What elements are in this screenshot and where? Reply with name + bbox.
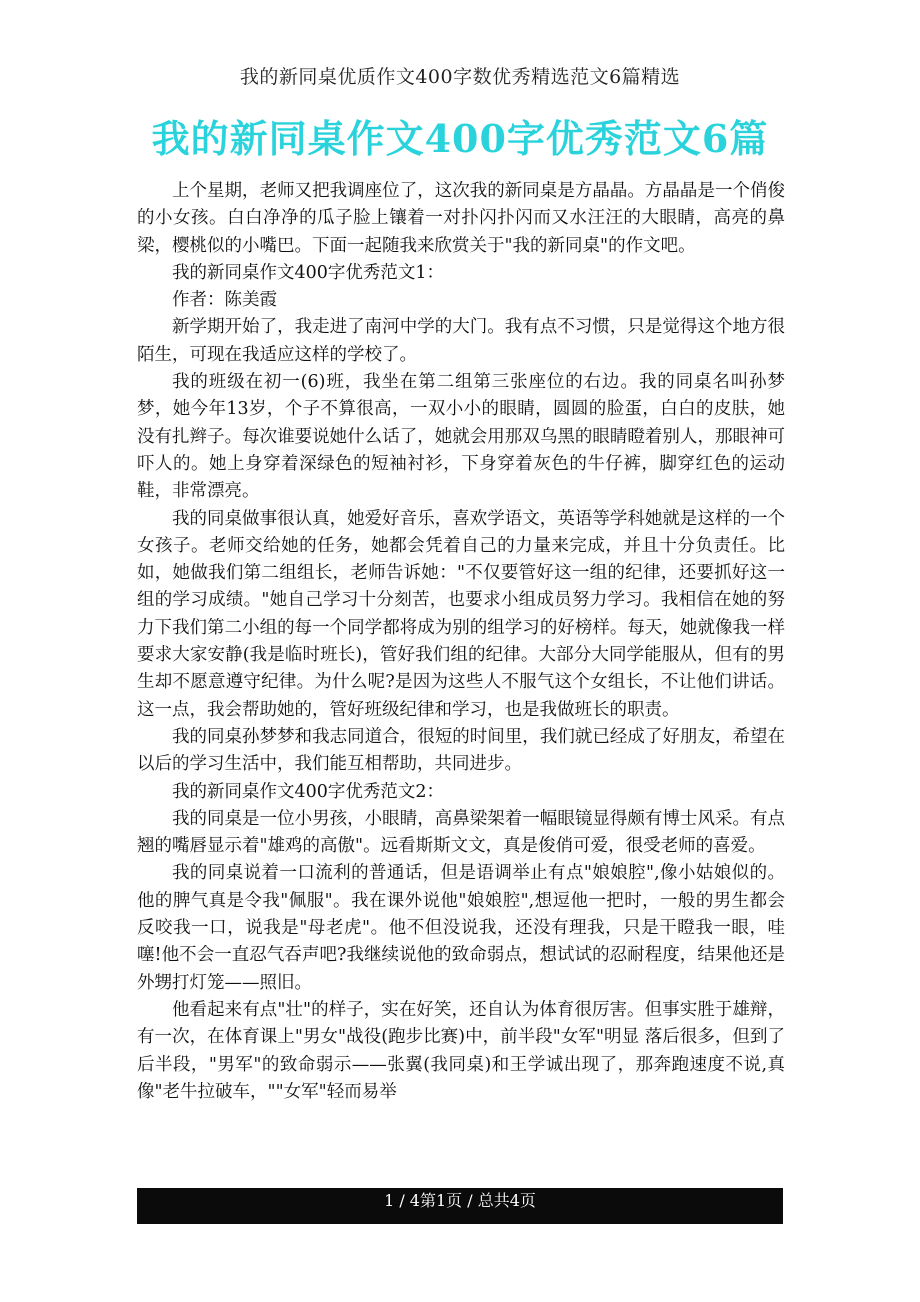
page-header-title: 我的新同桌优质作文400字数优秀精选范文6篇精选: [239, 66, 681, 88]
paragraph: 新学期开始了，我走进了南河中学的大门。我有点不习惯，只是觉得这个地方很陌生，可现在我适应这样的学校了。: [137, 317, 785, 365]
paragraph: 我的同桌是一位小男孩，小眼睛，高鼻梁架着一幅眼镜显得颇有博士风采。有点翘的嘴唇显示着"雄鸡的高傲"。远看斯斯文文，真是俊俏可爱，很受老师的喜爱。: [137, 808, 785, 857]
paragraph: 我的同桌做事很认真，她爱好音乐，喜欢学语文，英语等学科她就是这样的一个女孩子。老师交给她的任务，她都会凭着自己的力量来完成，并且十分负责任。比如，她做我们第二组组长，老师告诉她："不仅要管好这一组的纪律，还要抓好这一组的学习成绩。"她自己学习十分刻苦，也要求小组成员努力学习。我相信在她的努力下我们第二小组的每一个同学都将成为别的组学习的好榜样。每天，她就像我一样要求大家安静(我是临时班长)，管好我们组的纪律。大部分大同学能服从，但有的男生却不愿意遵守纪律。为什么呢?是因为这些人不服气这个女组长，不让他们讲话。这一点，我会帮助她的，管好班级纪律和学习，也是我做班长的职责。: [137, 508, 785, 720]
page-footer: [137, 1188, 783, 1224]
author-line: 作者：陈美霞: [172, 290, 277, 311]
paragraph-intro: 上个星期，老师又把我调座位了，这次我的新同桌是方晶晶。方晶晶是一个俏俊的小女孩。白白净净的瓜子脸上镶着一对扑闪扑闪而又水汪汪的大眼睛，高亮的鼻梁，樱桃似的小嘴巴。下面一起随我来欣赏关于"我的新同桌"的作文吧。: [137, 181, 785, 256]
paragraph: 我的同桌孙梦梦和我志同道合，很短的时间里，我们就已经成了好朋友，希望在以后的学习生活中，我们能互相帮助，共同进步。: [137, 726, 785, 775]
paragraph: 他看起来有点"壮"的样子，实在好笑，还自认为体育很厉害。但事实胜于雄辩，有一次，在体育课上"男女"战役(跑步比赛)中，前半段"女军"明显 落后很多，但到了后半段，"男军"的致命弱示——张翼(我同桌)和王学诚出现了，那奔跑速度不说,真像"老牛拉破车，""女军"轻而易举: [137, 999, 785, 1102]
page-indicator: 1 / 4第1页 / 总共4页: [384, 1191, 536, 1210]
document-body: [137, 178, 785, 1106]
paragraph: 我的班级在初一(6)班，我坐在第二组第三张座位的右边。我的同桌名叫孙梦梦，她今年13岁，个子不算很高，一双小小的眼睛，圆圆的脸蛋，白白的皮肤，她没有扎辫子。每次谁要说她什么话了，她就会用那双乌黑的眼睛瞪着别人，那眼神可吓人的。她上身穿着深绿色的短袖衬衫，下身穿着灰色的牛仔裤，脚穿红色的运动鞋，非常漂亮。: [137, 372, 785, 502]
paragraph: 我的同桌说着一口流利的普通话，但是语调举止有点"娘娘腔",像小姑娘似的。 他的脾气真是令我"佩服"。我在课外说他"娘娘腔",想逗他一把时，一般的男生都会反咬我一口，说我是"母老虎"。他不但没说我，还没有理我，只是干瞪我一眼，哇噻!他不会一直忍气吞声吧?我继续说他的致命弱点，想试试的忍耐程度，结果他还是外甥打灯笼——照旧。: [137, 863, 785, 993]
section-heading-1: 我的新同桌作文400字优秀范文1：: [172, 262, 445, 283]
section-heading-2: 我的新同桌作文400字优秀范文2：: [172, 781, 445, 802]
document-title: 我的新同桌作文400字优秀范文6篇: [151, 116, 769, 161]
